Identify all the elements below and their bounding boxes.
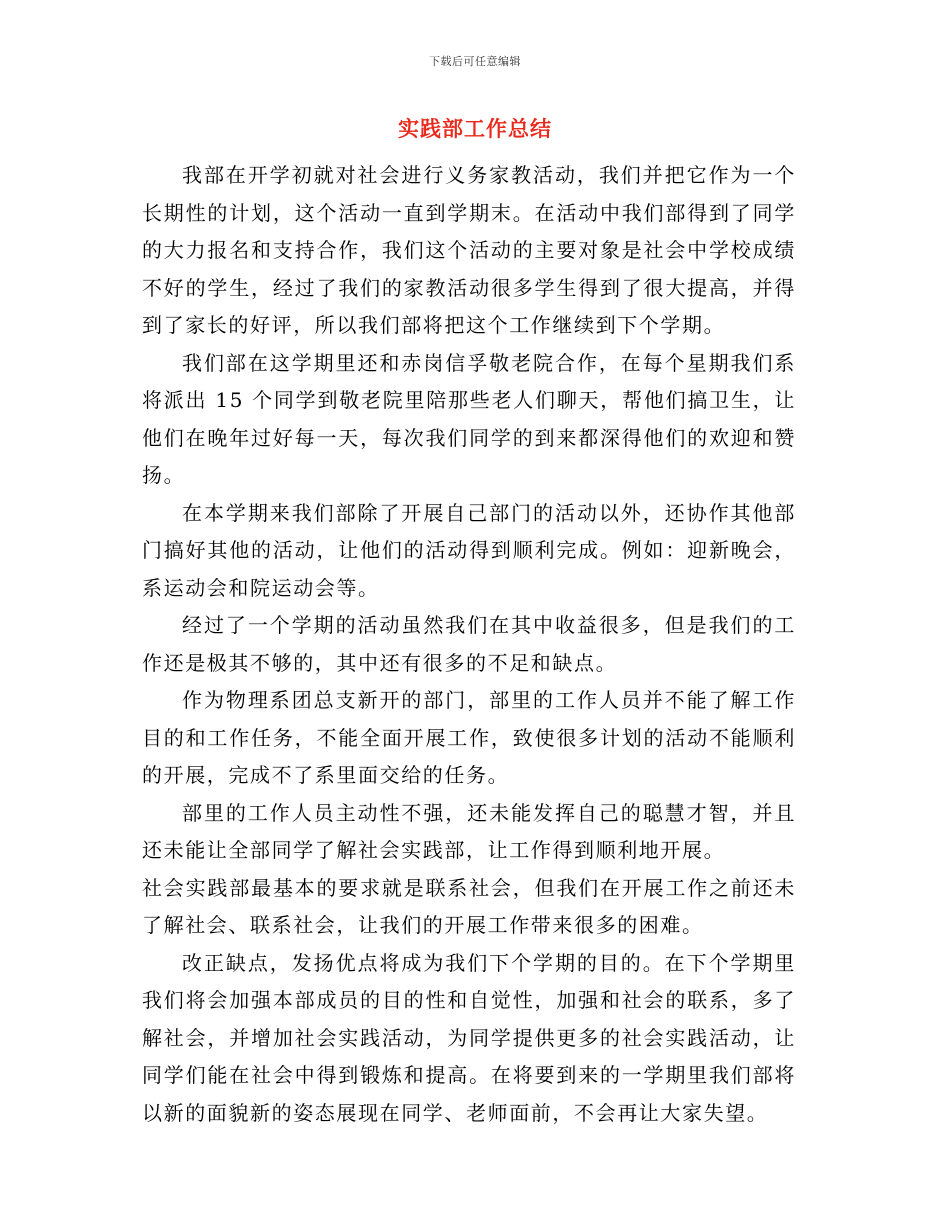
document-title: 实践部工作总结 xyxy=(398,116,552,141)
paragraph: 在本学期来我们部除了开展自己部门的活动以外，还协作其他部门搞好其他的活动，让他们的活动得到顺利完成。例如：迎新晚会，系运动会和院运动会等。 xyxy=(142,500,796,600)
paragraph: 部里的工作人员主动性不强，还未能发挥自己的聪慧才智，并且还未能让全部同学了解社会实践部，让工作得到顺利地开展。 xyxy=(142,800,796,862)
paragraph: 作为物理系团总支新开的部门，部里的工作人员并不能了解工作目的和工作任务，不能全面开展工作，致使很多计划的活动不能顺利的开展，完成不了系里面交给的任务。 xyxy=(142,688,796,787)
download-note: 下载后可任意编辑 xyxy=(429,55,521,68)
paragraph: 我们部在这学期里还和赤岗信孚敬老院合作，在每个星期我们系将派出 15 个同学到敬老院里陪那些老人们聊天，帮他们搞卫生，让他们在晚年过好每一天，每次我们同学的到来都深得他们的欢迎和赞扬。 xyxy=(142,350,796,487)
paragraph: 社会实践部最基本的要求就是联系社会，但我们在开展工作之前还未了解社会、联系社会，让我们的开展工作带来很多的困难。 xyxy=(142,875,796,937)
paragraph: 改正缺点，发扬优点将成为我们下个学期的目的。在下个学期里我们将会加强本部成员的目的性和自觉性，加强和社会的联系，多了解社会，并增加社会实践活动，为同学提供更多的社会实践活动，让同学们能在社会中得到锻炼和提高。在将要到来的一学期里我们部将以新的面貌新的姿态展现在同学、老师面前，不会再让大家失望。 xyxy=(142,950,796,1125)
paragraph: 我部在开学初就对社会进行义务家教活动，我们并把它作为一个长期性的计划，这个活动一直到学期末。在活动中我们部得到了同学的大力报名和支持合作，我们这个活动的主要对象是社会中学校成绩不好的学生，经过了我们的家教活动很多学生得到了很大提高，并得到了家长的好评，所以我们部将把这个工作继续到下个学期。 xyxy=(142,163,796,337)
document-body xyxy=(142,157,796,1132)
paragraph: 经过了一个学期的活动虽然我们在其中收益很多，但是我们的工作还是极其不够的，其中还有很多的不足和缺点。 xyxy=(142,613,796,675)
